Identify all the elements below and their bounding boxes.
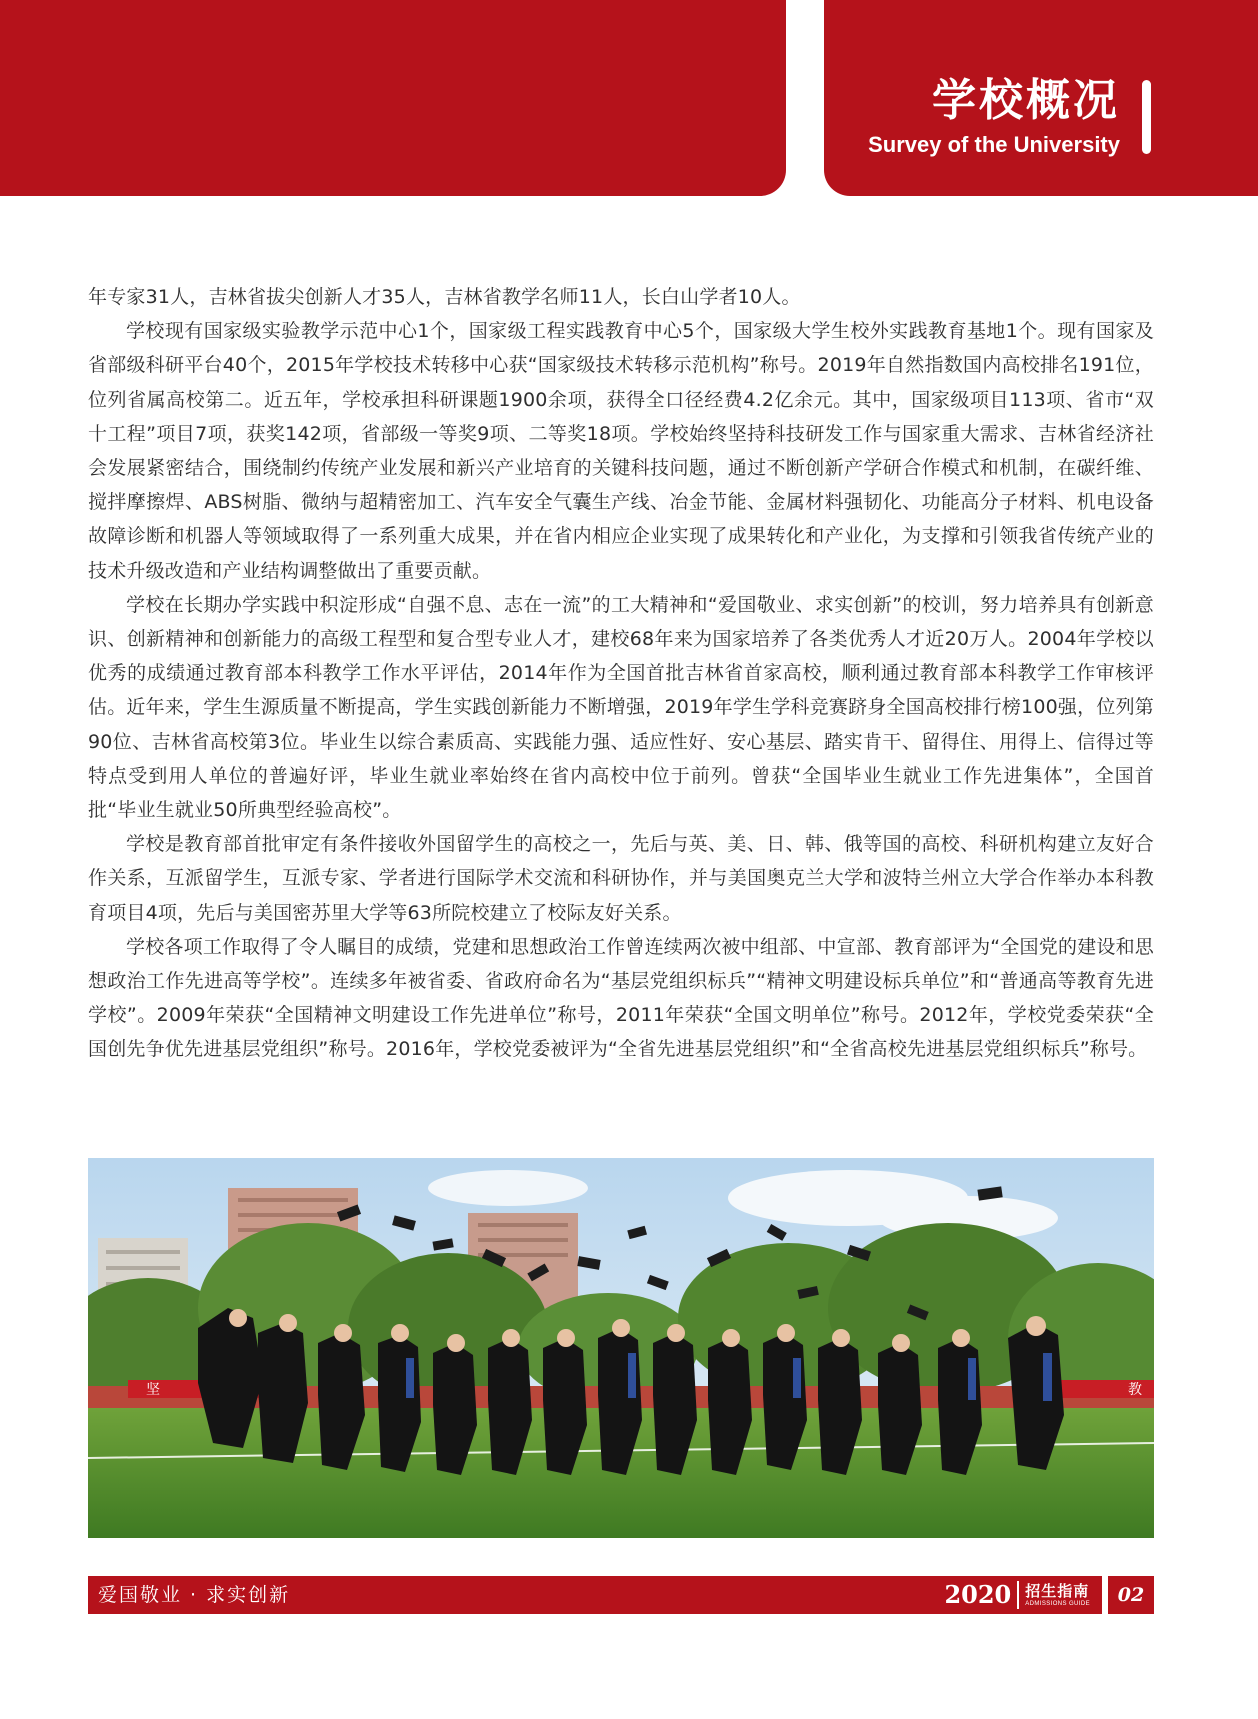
- banner-right-text: 教: [1128, 1382, 1142, 1398]
- paragraph-continued: 年专家31人，吉林省拔尖创新人才35人，吉林省教学名师11人，长白山学者10人。: [88, 286, 801, 308]
- paragraph-research: 学校现有国家级实验教学示范中心1个，国家级工程实践教育中心5个，国家级大学生校外实践教育基地1个。现有国家及省部级科研平台40个，2015年学校技术转移中心获“国家级技术转移示范机构”称号。2019年自然指数国内高校排名191位，位列省属高校第二。近五年，学校承担科研课题1900余项，获得全口径经费4.2亿余元。其中，国家级项目113项、省市“双十工程”项目7项，获奖142项，省部级一等奖9项、二等奖18项。学校始终坚持科技研发工作与国家重大需求、吉林省经济社会发展紧密结合，围绕制约传统产业发展和新兴产业培育的关键科技问题，通过不断创新产学研合作模式和机制，在碳纤维、搅拌摩擦焊、ABS树脂、微纳与超精密加工、汽车安全气囊生产线、冶金节能、金属材料强韧化、功能高分子材料、机电设备故障诊断和机器人等领域取得了一系列重大成果，并在省内相应企业实现了成果转化和产业化，为支撑和引领我省传统产业的技术升级改造和产业结构调整做出了重要贡献。: [88, 320, 1154, 582]
- footer-brand: [944, 1576, 1090, 1614]
- footer-motto: 爱国敬业 · 求实创新: [98, 1584, 291, 1606]
- footer-bar: [88, 1576, 1102, 1614]
- section-title: 学校概况: [932, 75, 1120, 126]
- banner-left-text: 坚: [146, 1382, 160, 1398]
- paragraph-talent: 学校在长期办学实践中积淀形成“自强不息、志在一流”的工大精神和“爱国敬业、求实创新”的校训，努力培养具有创新意识、创新精神和创新能力的高级工程型和复合型专业人才，建校68年来为国家培养了各类优秀人才近20万人。2004年学校以优秀的成绩通过教育部本科教学工作水平评估，2014年作为全国首批吉林省首家高校，顺利通过教育部本科教学工作审核评估。近年来，学生生源质量不断提高，学生实践创新能力不断增强，2019年学生学科竞赛跻身全国高校排行榜100强，位列第90位、吉林省高校第3位。毕业生以综合素质高、实践能力强、适应性好、安心基层、踏实肯干、留得住、用得上、信得过等特点受到用人单位的普遍好评，毕业生就业率始终在省内高校中位于前列。曾获“全国毕业生就业工作先进集体”，全国首批“毕业生就业50所典型经验高校”。: [88, 593, 1154, 822]
- footer-guide-cn: 招生指南: [1025, 1581, 1090, 1600]
- article-body: [88, 280, 1154, 1067]
- graduation-photo-illustration: [88, 1158, 1154, 1538]
- paragraph-international: 学校是教育部首批审定有条件接收外国留学生的高校之一，先后与英、美、日、韩、俄等国的高校、科研机构建立友好合作关系，互派留学生，互派专家、学者进行国际学术交流和科研协作，并与美国奥克兰大学和波特兰州立大学合作举办本科教育项目4项，先后与美国密苏里大学等63所院校建立了校际友好关系。: [88, 833, 1154, 924]
- graduation-photo: [88, 1158, 1154, 1538]
- section-subtitle: Survey of the University: [868, 132, 1120, 157]
- header-band-left: [0, 0, 786, 196]
- footer-year: 2020: [944, 1581, 1019, 1609]
- footer-guide: [1019, 1581, 1090, 1607]
- footer-guide-en: ADMISSIONS GUIDE: [1025, 1600, 1090, 1607]
- title-divider: [1142, 80, 1151, 154]
- page-number: 02: [1108, 1576, 1154, 1614]
- paragraph-honors: 学校各项工作取得了令人瞩目的成绩，党建和思想政治工作曾连续两次被中组部、中宣部、教育部评为“全国党的建设和思想政治工作先进高等学校”。连续多年被省委、省政府命名为“基层党组织标兵”“精神文明建设标兵单位”和“普通高等教育先进学校”。2009年荣获“全国精神文明建设工作先进单位”称号，2011年荣获“全国文明单位”称号。2012年，学校党委荣获“全国创先争优先进基层党组织”称号。2016年，学校党委被评为“全省先进基层党组织”和“全省高校先进基层党组织标兵”称号。: [88, 935, 1154, 1061]
